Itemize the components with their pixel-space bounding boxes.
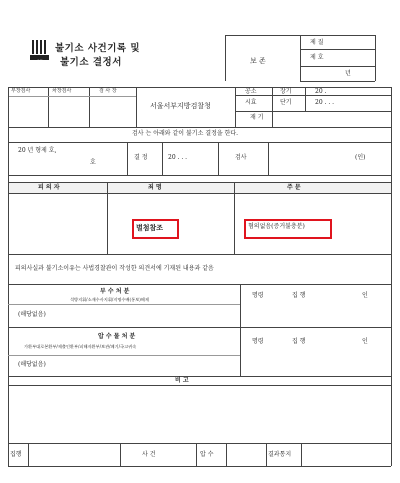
reason-note: 피의사실과 불기소이유는 사법경찰관이 작성한 의견서에 기재된 내용과 같음	[15, 265, 214, 272]
reopen-label: 재 기	[250, 114, 264, 121]
decision-statement: 검사 는 아래와 같이 불기소 결정을 한다.	[132, 130, 239, 137]
column-header-suspect: 피 의 자	[38, 184, 60, 191]
limitation-long-label: 장기	[280, 88, 292, 95]
attached-execution-label: 집 행	[292, 292, 306, 299]
preservation-year: 년	[345, 70, 351, 77]
limitation-short-label: 단기	[280, 99, 292, 106]
seized-order-label: 명령	[252, 338, 264, 345]
attached-order-label: 명령	[252, 292, 264, 299]
attached-disposition-value: (해당없음)	[18, 311, 46, 318]
case-number-line1: 20 년 형제 호,	[18, 147, 57, 154]
seized-seal-label: 인	[362, 338, 368, 345]
disposition-value: 혐의없음(증거불충분)	[248, 223, 305, 230]
limitation-label-1: 공소	[245, 88, 257, 95]
charge-value: 별첨참조	[136, 223, 164, 232]
preservation-label: 보 존	[250, 57, 266, 65]
approval-deputy-prosecutor: 차장검사	[52, 88, 72, 94]
footer-result-notice-label: 결과통지	[268, 451, 292, 458]
office-name: 서울서부지방검찰청	[150, 102, 211, 110]
seized-items-subtitle: 가환부대로본환부/제출인환부/피해자환부/보관/폐기/국고귀속	[24, 344, 137, 349]
column-header-disposition: 주 문	[287, 184, 301, 191]
logo-caption: 검찰	[35, 59, 44, 64]
approval-chief-of-office: 검 사 장	[99, 88, 117, 94]
attached-disposition-subtitle: 석방지휘/소재수사지휘/지명수배(통보)해제	[70, 297, 149, 302]
prosecutor-label: 검사	[235, 154, 247, 161]
seized-execution-label: 집 행	[292, 338, 306, 345]
limitation-long-value: 20 .	[315, 88, 327, 95]
prosecutor-seal: (인)	[355, 154, 366, 161]
limitation-label-2: 시효	[245, 99, 257, 106]
preservation-number: 제 호	[310, 54, 324, 61]
form-title-line2: 불기소 결정서	[60, 57, 122, 68]
remarks-title: 비 고	[175, 377, 189, 384]
form-title-line1: 불기소 사건기록 및	[55, 43, 141, 54]
approval-chief-prosecutor: 부장검사	[11, 88, 31, 94]
seized-items-title: 압 수 물 처 분	[98, 333, 136, 340]
decision-label: 결 정	[134, 154, 148, 161]
preservation-volume: 제 질	[310, 39, 324, 46]
column-header-charge: 죄 명	[148, 184, 162, 191]
footer-case-label: 사 건	[142, 451, 156, 458]
seized-items-value: (해당없음)	[18, 361, 46, 368]
limitation-short-value: 20 . . .	[315, 99, 335, 106]
attached-seal-label: 인	[362, 292, 368, 299]
footer-seizure-label: 압 수	[200, 451, 214, 458]
case-number-line2: 호	[90, 159, 96, 166]
footer-execution-label: 집행	[10, 451, 22, 458]
decision-date: 20 . . .	[168, 154, 188, 161]
attached-disposition-title: 부 수 처 분	[100, 288, 130, 295]
